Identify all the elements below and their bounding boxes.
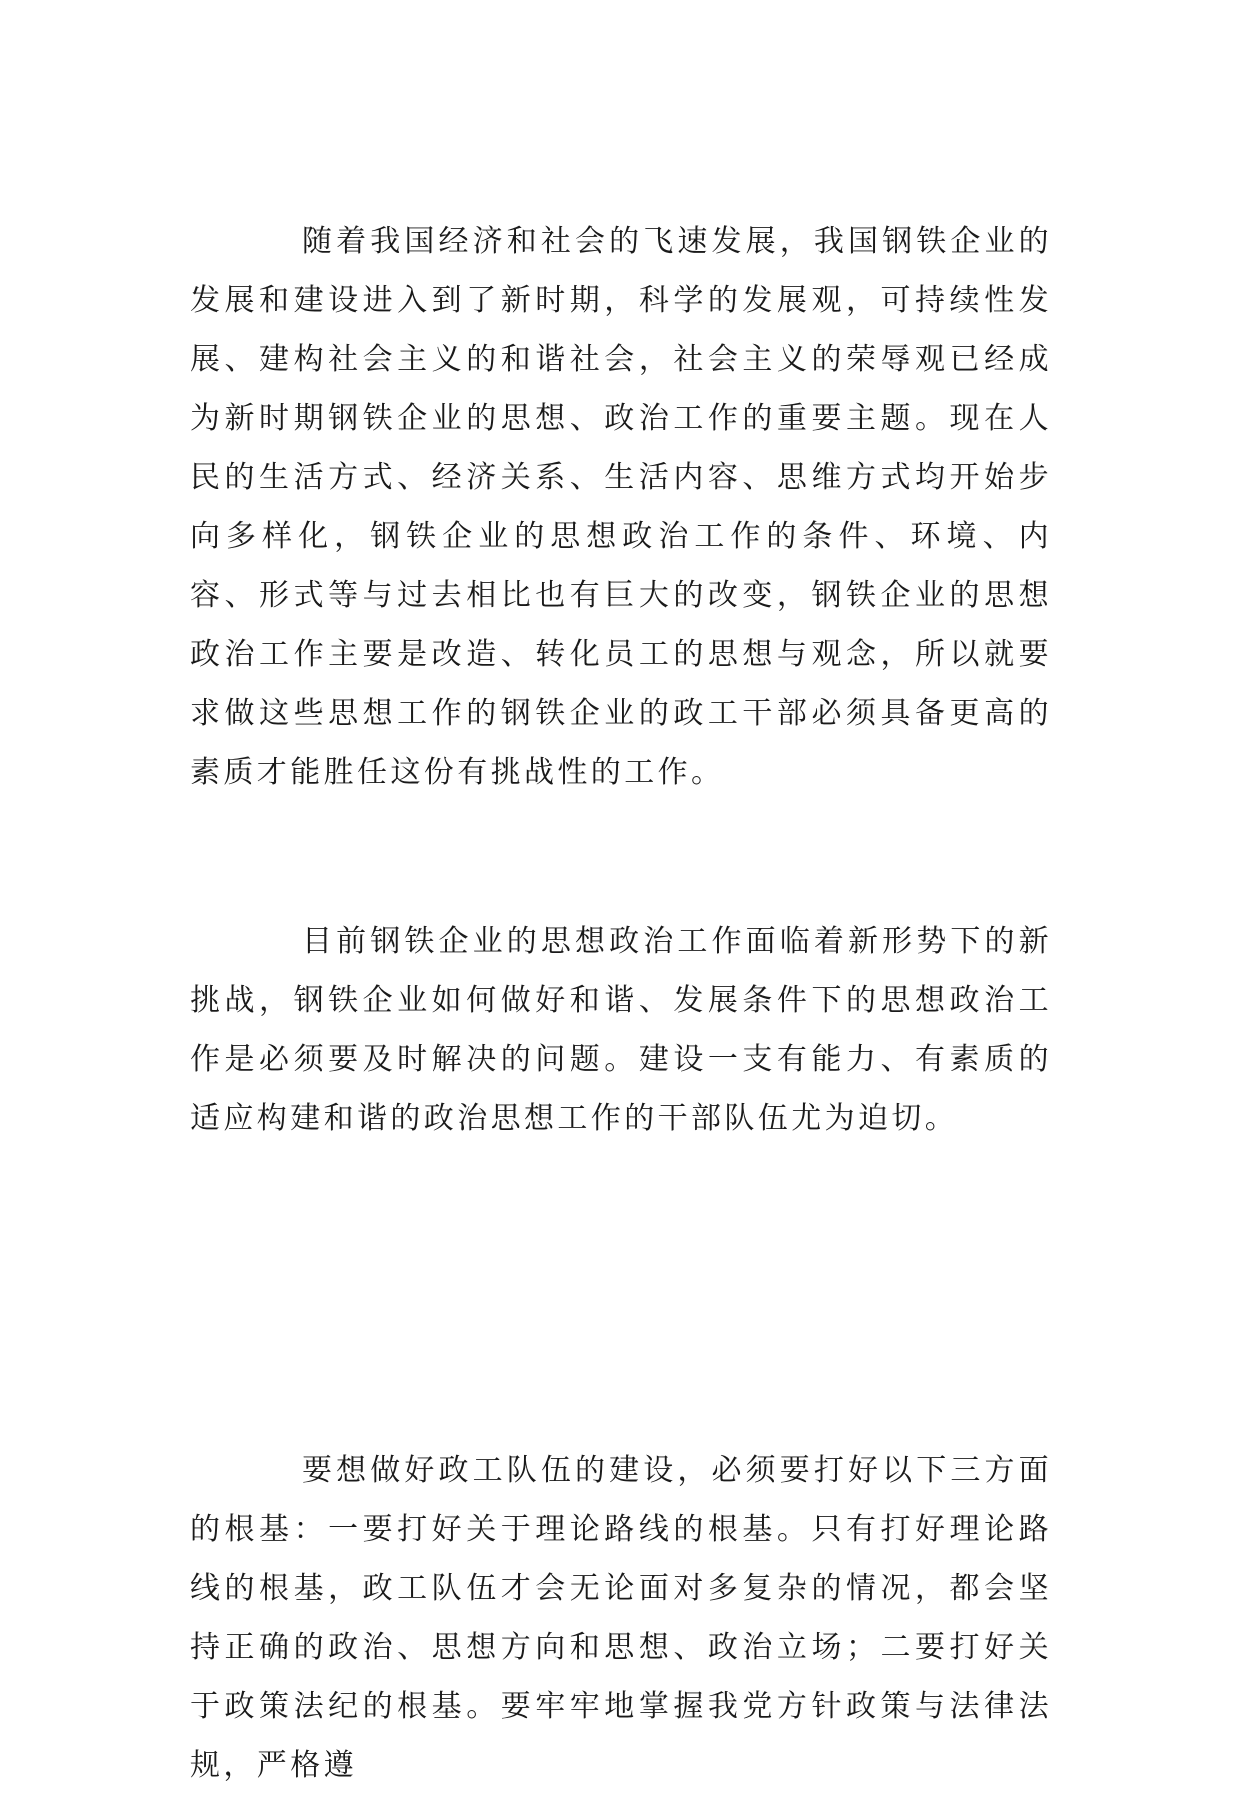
body-paragraph-3: 要想做好政工队伍的建设，必须要打好以下三方面的根基：一要打好关于理论路线的根基。只有打好理论路线的根基，政工队伍才会无论面对多复杂的情况，都会坚持正确的政治、思想方向和思想、政治立场；二要打好关于政策法纪的根基。要牢牢地掌握我党方针政策与法律法规，严格遵 <box>190 1453 1052 1783</box>
body-paragraph-2: 目前钢铁企业的思想政治工作面临着新形势下的新挑战，钢铁企业如何做好和谐、发展条件下的思想政治工作是必须要及时解决的问题。建设一支有能力、有素质的适应构建和谐的政治思想工作的干部队伍尤为迫切。 <box>190 924 1052 1136</box>
body-paragraph-1: 随着我国经济和社会的飞速发展，我国钢铁企业的发展和建设进入到了新时期，科学的发展观，可持续性发展、建构社会主义的和谐社会，社会主义的荣辱观已经成为新时期钢铁企业的思想、政治工作的重要主题。现在人民的生活方式、经济关系、生活内容、思维方式均开始步向多样化，钢铁企业的思想政治工作的条件、环境、内容、形式等与过去相比也有巨大的改变，钢铁企业的思想政治工作主要是改造、转化员工的思想与观念，所以就要求做这些思想工作的钢铁企业的政工干部必须具备更高的素质才能胜任这份有挑战性的工作。 <box>190 224 1052 790</box>
